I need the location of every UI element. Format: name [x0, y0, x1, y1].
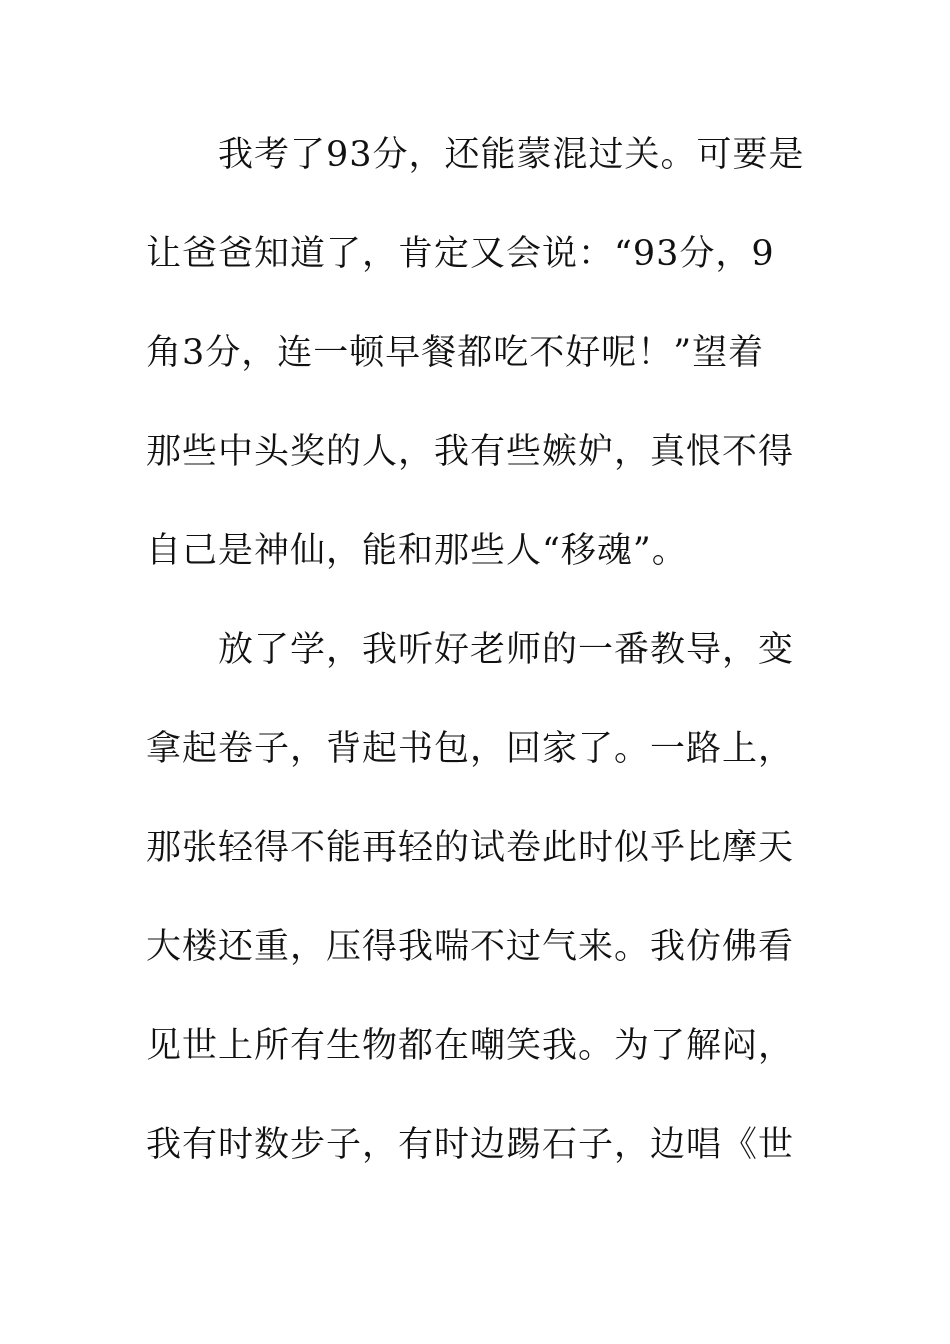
text-line-4: 那些中头奖的人，我有些嫉妒，真恨不得: [146, 432, 795, 472]
text-line-5: 自己是神仙，能和那些人“移魂”。: [146, 531, 688, 571]
text-line-2: 让爸爸知道了，肯定又会说：“93分，9: [146, 234, 775, 274]
text-line-10: 见世上所有生物都在嘲笑我。为了解闷，: [146, 1026, 795, 1066]
text-line-3: 角3分，连一顿早餐都吃不好呢！”望着: [146, 333, 765, 373]
text-line-6: 放了学，我听好老师的一番教导，变: [146, 630, 795, 670]
text-line-7: 拿起卷子，背起书包，回家了。一路上，: [146, 729, 795, 769]
text-line-8: 那张轻得不能再轻的试卷此时似乎比摩天: [146, 828, 795, 868]
text-line-1: 我考了93分，还能蒙混过关。可要是: [146, 135, 805, 175]
text-line-11: 我有时数步子，有时边踢石子，边唱《世: [146, 1125, 795, 1165]
text-line-9: 大楼还重，压得我喘不过气来。我仿佛看: [146, 927, 795, 967]
